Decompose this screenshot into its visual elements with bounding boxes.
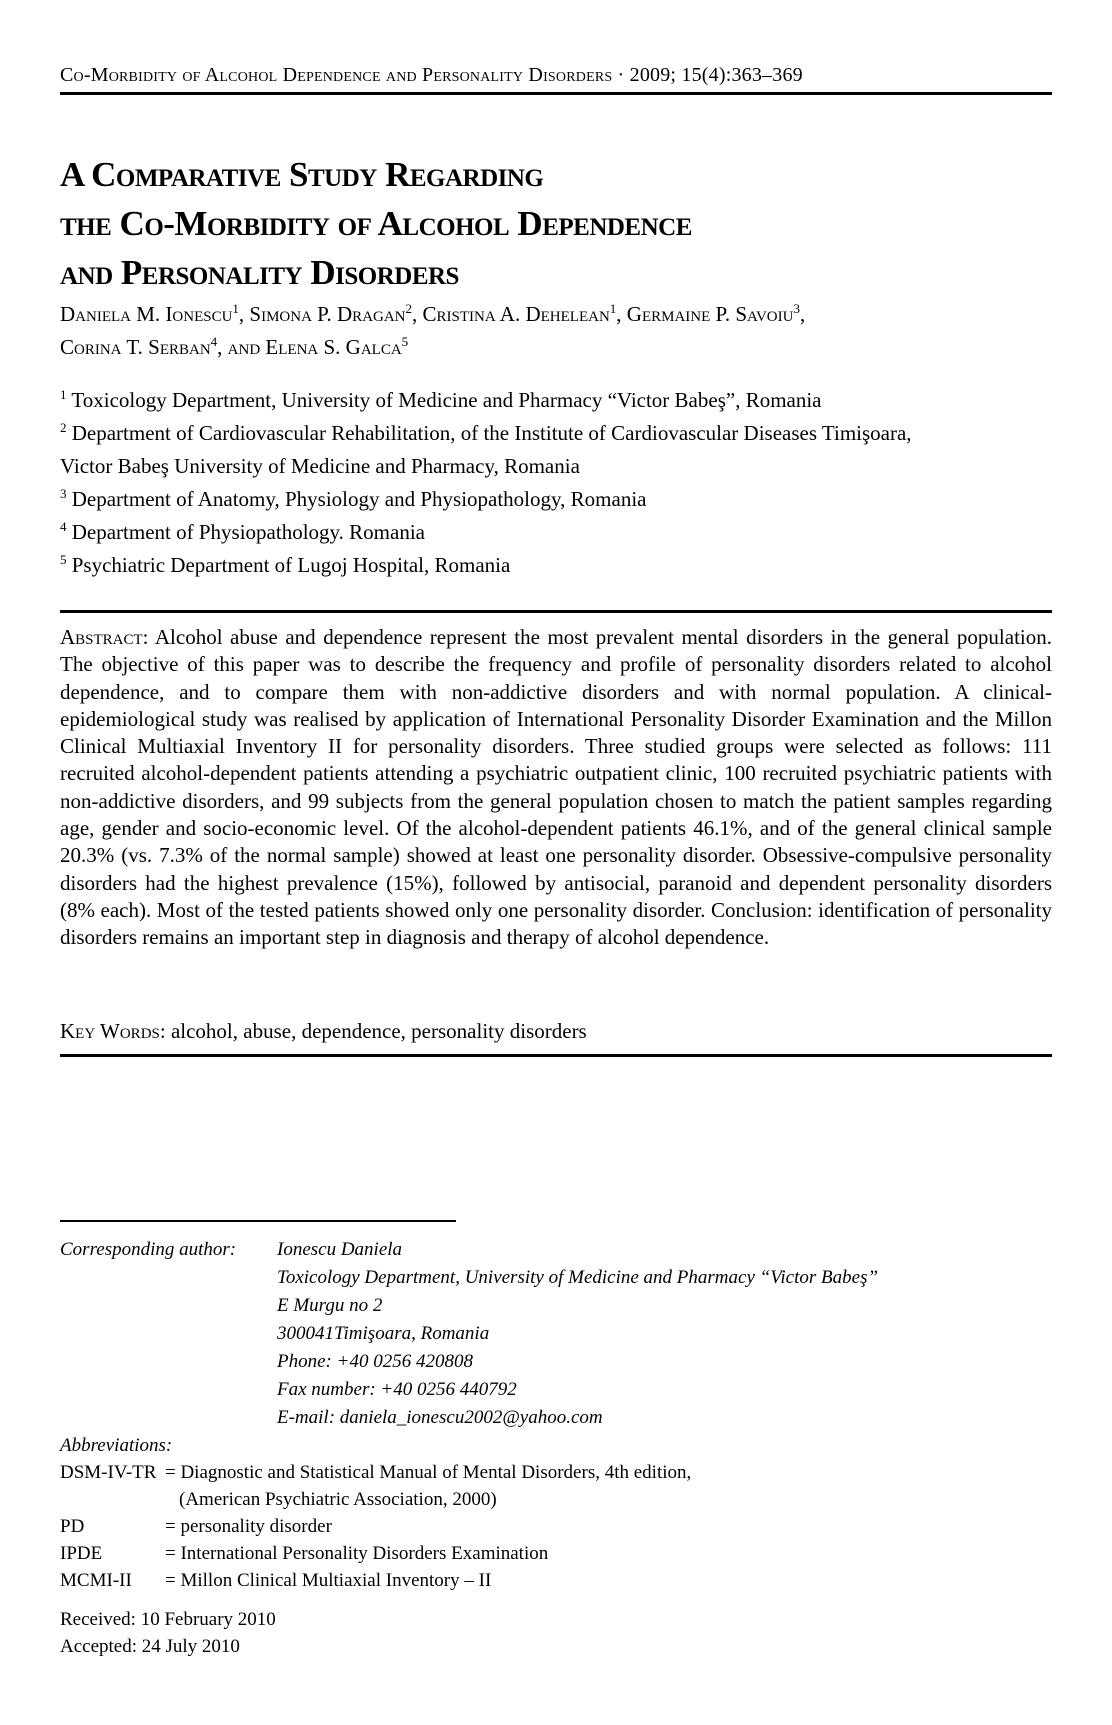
title-line: the Co-Morbidity of Alcohol Dependence <box>60 204 692 243</box>
author-separator: , <box>412 302 423 326</box>
author-name: Germaine P. Savoiu <box>626 302 794 326</box>
corresponding-email: E-mail: daniela_ionescu2002@yahoo.com <box>277 1407 603 1428</box>
corresponding-street: E Murgu no 2 <box>277 1295 383 1316</box>
corresponding-row <box>60 1320 878 1348</box>
footnote-rule <box>60 1220 456 1222</box>
corresponding-name: Ionescu Daniela <box>277 1239 403 1260</box>
article-title <box>60 150 692 297</box>
abbreviation-key: DSM-IV-TR <box>60 1462 157 1483</box>
affiliation-sup: 5 <box>60 552 67 567</box>
affiliation-item <box>60 417 912 450</box>
abbreviation-value: = International Personality Disorders Examination <box>165 1543 549 1564</box>
affiliation-item <box>60 450 912 483</box>
affiliation-text: Department of Anatomy, Physiology and Physiopathology, Romania <box>66 487 647 511</box>
affiliation-sup: 3 <box>60 486 67 501</box>
abbreviation-row <box>60 1540 691 1567</box>
affiliation-text: Department of Cardiovascular Rehabilitation, of the Institute of Cardiovascular Diseases Timişoara, <box>66 421 912 445</box>
affiliation-item <box>60 483 912 516</box>
received-date: Received: 10 February 2010 <box>60 1609 276 1630</box>
author-separator: , <box>799 302 806 326</box>
author-affil-sup: 1 <box>609 301 617 316</box>
author-line <box>60 298 805 331</box>
title-line: A Comparative Study Regarding <box>60 155 544 194</box>
author-affil-sup: 1 <box>232 301 239 316</box>
abbreviation-key: PD <box>60 1516 85 1537</box>
affiliation-text: Psychiatric Department of Lugoj Hospital, Romania <box>66 553 511 577</box>
abbreviation-key: IPDE <box>60 1543 103 1564</box>
corresponding-label: Corresponding author: <box>60 1239 237 1260</box>
affiliation-list <box>60 384 912 582</box>
keywords <box>60 1018 587 1045</box>
corresponding-row <box>60 1376 878 1404</box>
author-list <box>60 298 805 364</box>
author-name: Daniela M. Ionescu <box>60 302 233 326</box>
keywords-label: Key Words: <box>60 1019 166 1043</box>
author-name: Cristina A. Dehelean <box>422 302 610 326</box>
abbreviations <box>60 1432 691 1594</box>
abbreviation-row <box>60 1567 691 1594</box>
author-name: Corina T. Serban <box>60 335 211 359</box>
corresponding-row <box>60 1236 878 1264</box>
author-name: Elena S. Galca <box>265 335 402 359</box>
author-affil-sup: 2 <box>405 301 413 316</box>
article-dates <box>60 1606 276 1660</box>
abstract-bottom-rule <box>60 1054 1052 1057</box>
affiliation-item <box>60 384 912 417</box>
corresponding-row <box>60 1292 878 1320</box>
title-line: and Personality Disorders <box>60 253 459 292</box>
corresponding-phone: Phone: +40 0256 420808 <box>277 1351 473 1372</box>
abstract-top-rule <box>60 610 1052 613</box>
corresponding-dept: Toxicology Department, University of Medicine and Pharmacy “Victor Babeş” <box>277 1267 879 1288</box>
abbreviation-row <box>60 1486 691 1513</box>
author-affil-sup: 3 <box>793 301 800 316</box>
corresponding-row <box>60 1264 878 1292</box>
abstract-label: Abstract: <box>60 625 149 649</box>
abbreviation-row <box>60 1513 691 1540</box>
corresponding-fax: Fax number: +40 0256 440792 <box>277 1379 517 1400</box>
corresponding-author <box>60 1236 878 1432</box>
abbreviation-key: MCMI-II <box>60 1570 132 1591</box>
keywords-text: alcohol, abuse, dependence, personality disorders <box>165 1019 587 1043</box>
affiliation-item <box>60 516 912 549</box>
abstract <box>60 624 1052 952</box>
abbreviation-row <box>60 1459 691 1486</box>
running-head: Co-Morbidity of Alcohol Dependence and Personality Disorders · 2009; 15(4):363–369 <box>60 64 803 86</box>
corresponding-row <box>60 1348 878 1376</box>
author-line <box>60 331 805 364</box>
affiliation-sup: 4 <box>60 519 67 534</box>
accepted-date: Accepted: 24 July 2010 <box>60 1636 240 1657</box>
abbreviation-value: = Diagnostic and Statistical Manual of Mental Disorders, 4th edition, <box>165 1462 692 1483</box>
author-separator: , <box>616 302 627 326</box>
corresponding-row <box>60 1404 878 1432</box>
header-rule <box>60 92 1052 95</box>
affiliation-text: Department of Physiopathology. Romania <box>66 520 425 544</box>
author-affil-sup: 4 <box>210 334 218 349</box>
affiliation-item <box>60 549 912 582</box>
abbreviation-value: = Millon Clinical Multiaxial Inventory – II <box>165 1570 492 1591</box>
abbreviation-value: = personality disorder <box>165 1516 332 1537</box>
abbreviation-value-cont: (American Psychiatric Association, 2000) <box>179 1489 497 1510</box>
affiliation-text: Toxicology Department, University of Medicine and Pharmacy “Victor Babeş”, Romania <box>66 388 822 412</box>
affiliation-sup: 2 <box>60 420 67 435</box>
abbreviations-label: Abbreviations: <box>60 1435 173 1456</box>
author-separator: , <box>238 302 250 326</box>
affiliation-text: Victor Babeş University of Medicine and Pharmacy, Romania <box>60 454 580 478</box>
author-name: Simona P. Dragan <box>249 302 406 326</box>
abstract-text: Alcohol abuse and dependence represent the most prevalent mental disorders in the general population. The objective of this paper was to describe the frequency and profile of personality disorders related to alcohol dependence, and to compare them with non-addictive disorders and with normal population. A clinical-epidemiological study was realised by application of International Personality Disorder Examination and the Millon Clinical Multiaxial Inventory II for personality disorders. Three studied groups were selected as follows: 111 recruited alcohol-dependent patients attending a psychiatric outpatient clinic, 100 recruited psychiatric patients with non-addictive disorders, and 99 subjects from the general population chosen to match the patient samples regarding age, gender and socio-economic level. Of the alcohol-dependent patients 46.1%, and of the general clinical sample 20.3% (vs. 7.3% of the normal sample) showed at least one personality disorder. Obsessive-compulsive personality disorders had the highest prevalence (15%), followed by antisocial, paranoid and dependent personality disorders (8% each). Most of the tested patients showed only one personality disorder. Conclusion: identification of personality disorders remains an important step in diagnosis and therapy of alcohol dependence. <box>60 625 1052 950</box>
affiliation-sup: 1 <box>60 387 67 402</box>
author-separator: , and <box>217 335 266 359</box>
author-affil-sup: 5 <box>401 334 409 349</box>
corresponding-city: 300041Timişoara, Romania <box>277 1323 490 1344</box>
